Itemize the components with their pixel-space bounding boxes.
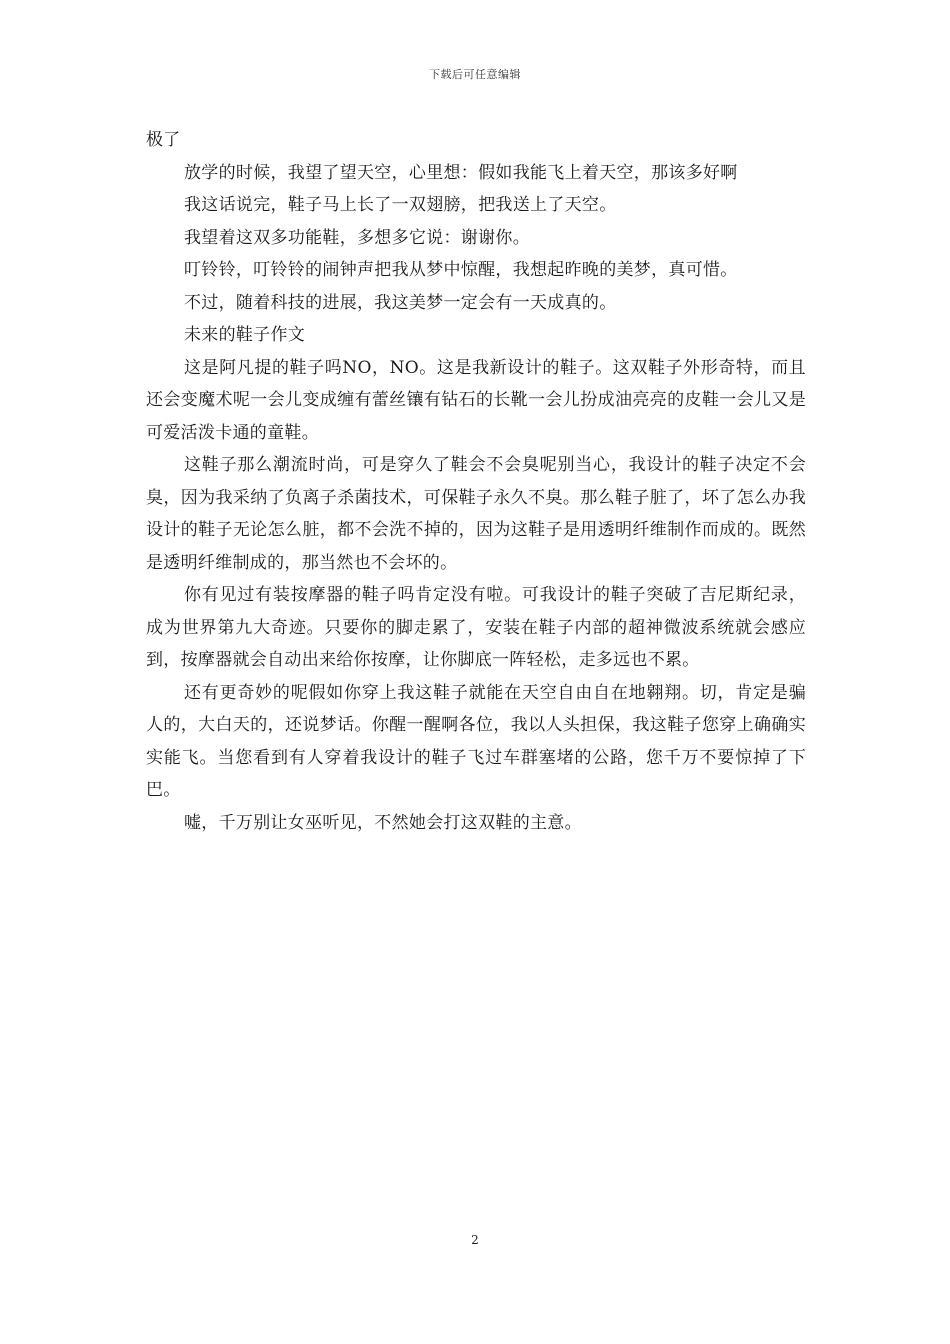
paragraph: 你有见过有装按摩器的鞋子吗肯定没有啦。可我设计的鞋子突破了吉尼斯纪录，成为世界第九大奇迹。只要你的脚走累了，安装在鞋子内部的超神微波系统就会感应到，按摩器就会自动出来给你按摩，让你脚底一阵轻松，走多远也不累。 <box>146 585 806 670</box>
page-header: 下载后可任意编辑 <box>429 68 521 81</box>
page-number: 2 <box>471 1233 479 1247</box>
paragraph: 嘘，千万别让女巫听见，不然她会打这双鞋的主意。 <box>184 812 582 833</box>
paragraph: 极了 <box>146 130 181 150</box>
document-body <box>146 124 806 839</box>
paragraph: 这是阿凡提的鞋子吗NO，NO。这是我新设计的鞋子。这双鞋子外形奇特，而且还会变魔术呢一会儿变成缠有蕾丝镶有钻石的长靴一会儿扮成油亮亮的皮鞋一会儿又是可爱活泼卡通的童鞋。 <box>146 357 806 443</box>
paragraph: 不过，随着科技的进展，我这美梦一定会有一天成真的。 <box>184 292 617 313</box>
paragraph: 放学的时候，我望了望天空，心里想：假如我能飞上着天空，那该多好啊 <box>184 162 738 183</box>
paragraph: 我这话说完，鞋子马上长了一双翅膀，把我送上了天空。 <box>184 195 617 215</box>
section-title: 未来的鞋子作文 <box>184 325 306 345</box>
paragraph: 叮铃铃，叮铃铃的闹钟声把我从梦中惊醒，我想起昨晚的美梦，真可惜。 <box>184 260 738 280</box>
paragraph: 我望着这双多功能鞋，多想多它说：谢谢你。 <box>184 227 530 248</box>
paragraph: 还有更奇妙的呢假如你穿上我这鞋子就能在天空自由自在地翱翔。切，肯定是骗人的，大白天的，还说梦话。你醒一醒啊各位，我以人头担保，我这鞋子您穿上确确实实能飞。当您看到有人穿着我设计的鞋子飞过车群塞堵的公路，您千万不要惊掉了下巴。 <box>146 682 806 800</box>
paragraph: 这鞋子那么潮流时尚，可是穿久了鞋会不会臭呢别当心，我设计的鞋子决定不会臭，因为我采纳了负离子杀菌技术，可保鞋子永久不臭。那么鞋子脏了，坏了怎么办我设计的鞋子无论怎么脏，都不会洗不掉的，因为这鞋子是用透明纤维制作而成的。既然是透明纤维制成的，那当然也不会坏的。 <box>146 455 806 573</box>
